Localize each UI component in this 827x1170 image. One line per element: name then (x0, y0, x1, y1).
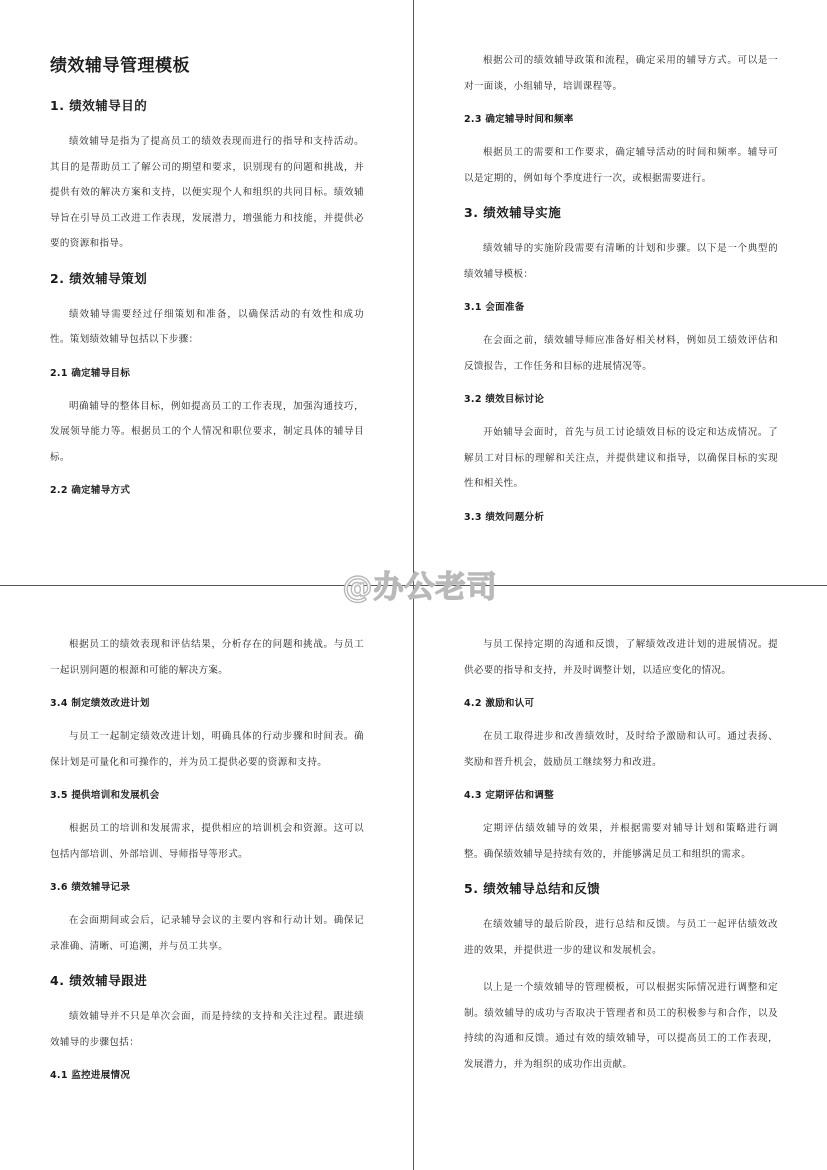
watermark: @办公老司 (342, 570, 498, 605)
section-heading: 2. 绩效辅导策划 (50, 270, 148, 286)
section-heading: 1. 绩效辅导目的 (50, 98, 148, 113)
subsection-heading: 2.3 确定辅导时间和频率 (464, 114, 574, 125)
paragraph: 根据员工的需要和工作要求，确定辅导活动的时间和频率。辅导可以是定期的，例如每个季度进行一次，或根据需要进行。 (464, 147, 778, 184)
document-title: 绩效辅导管理模板 (50, 56, 190, 76)
paragraph: 与员工保持定期的沟通和反馈，了解绩效改进计划的进展情况。提供必要的指导和支持，并及时调整计划，以适应变化的情况。 (464, 639, 778, 676)
paragraph: 明确辅导的整体目标，例如提高员工的工作表现，加强沟通技巧，发展领导能力等。根据员工的个人情况和职位要求，制定具体的辅导目标。 (50, 400, 364, 463)
page-bottom-right (464, 632, 778, 1089)
paragraph: 绩效辅导的实施阶段需要有清晰的计划和步骤。以下是一个典型的绩效辅导模板： (464, 243, 778, 280)
paragraph: 与员工一起制定绩效改进计划，明确具体的行动步骤和时间表。确保计划是可量化和可操作的，并为员工提供必要的资源和支持。 (50, 731, 364, 768)
section-heading: 3. 绩效辅导实施 (464, 205, 562, 220)
paragraph: 根据员工的培训和发展需求，提供相应的培训机会和资源。这可以包括内部培训、外部培训、导师指导等形式。 (50, 823, 364, 860)
paragraph: 以上是一个绩效辅导的管理模板，可以根据实际情况进行调整和定制。绩效辅导的成功与否取决于管理者和员工的积极参与和合作，以及持续的沟通和反馈。通过有效的绩效辅导，可以提高员工的工作表现，发展潜力，并为组织的成功作出贡献。 (464, 982, 778, 1070)
subsection-heading: 3.3 绩效问题分析 (464, 511, 545, 523)
page-bottom-left (50, 632, 364, 1096)
paragraph: 绩效辅导并不只是单次会面，而是持续的支持和关注过程。跟进绩效辅导的步骤包括： (50, 1011, 364, 1048)
paragraph: 根据公司的绩效辅导政策和流程，确定采用的辅导方式。可以是一对一面谈，小组辅导，培训课程等。 (464, 55, 778, 92)
paragraph: 开始辅导会面时，首先与员工讨论绩效目标的设定和达成情况。了解员工对目标的理解和关注点，并提供建议和指导，以确保目标的实现性和相关性。 (464, 427, 778, 489)
subsection-heading: 3.2 绩效目标讨论 (464, 394, 545, 405)
subsection-heading: 2.1 确定辅导目标 (50, 367, 131, 379)
paragraph: 在会面期间或会后，记录辅导会议的主要内容和行动计划。确保记录准确、清晰、可追溯，并与员工共享。 (50, 915, 364, 952)
subsection-heading: 4.1 监控进展情况 (50, 1070, 131, 1081)
subsection-heading: 3.4 制定绩效改进计划 (50, 698, 150, 709)
paragraph: 在员工取得进步和改善绩效时，及时给予激励和认可。通过表扬、奖励和晋升机会，鼓励员工继续努力和改进。 (464, 731, 778, 768)
section-heading: 4. 绩效辅导跟进 (50, 973, 148, 988)
paragraph: 根据员工的绩效表现和评估结果，分析存在的问题和挑战。与员工一起识别问题的根源和可能的解决方案。 (50, 639, 364, 676)
paragraph: 绩效辅导需要经过仔细策划和准备，以确保活动的有效性和成功性。策划绩效辅导包括以下步骤： (50, 308, 364, 345)
paragraph: 绩效辅导是指为了提高员工的绩效表现而进行的指导和支持活动。其目的是帮助员工了解公司的期望和要求，识别现有的问题和挑战，并提供有效的解决方案和支持，以便实现个人和组织的共同目标。绩效辅导旨在引导员工改进工作表现，发展潜力，增强能力和技能，并提供必要的资源和指导。 (50, 136, 364, 249)
page-top-left (50, 48, 364, 511)
subsection-heading: 3.6 绩效辅导记录 (50, 882, 131, 893)
paragraph: 在绩效辅导的最后阶段，进行总结和反馈。与员工一起评估绩效改进的效果，并提供进一步的建议和发展机会。 (464, 919, 778, 956)
paragraph: 定期评估绩效辅导的效果，并根据需要对辅导计划和策略进行调整。确保绩效辅导是持续有效的，并能够满足员工和组织的需求。 (464, 823, 778, 860)
subsection-heading: 3.5 提供培训和发展机会 (50, 790, 160, 801)
subsection-heading: 2.2 确定辅导方式 (50, 485, 131, 496)
section-heading: 5. 绩效辅导总结和反馈 (464, 881, 601, 896)
subsection-heading: 4.2 激励和认可 (464, 698, 535, 709)
subsection-heading: 3.1 会面准备 (464, 302, 525, 313)
paragraph: 在会面之前，绩效辅导师应准备好相关材料，例如员工绩效评估和反馈报告，工作任务和目标的进展情况等。 (464, 335, 778, 372)
subsection-heading: 4.3 定期评估和调整 (464, 790, 554, 801)
page-top-right (464, 48, 778, 538)
